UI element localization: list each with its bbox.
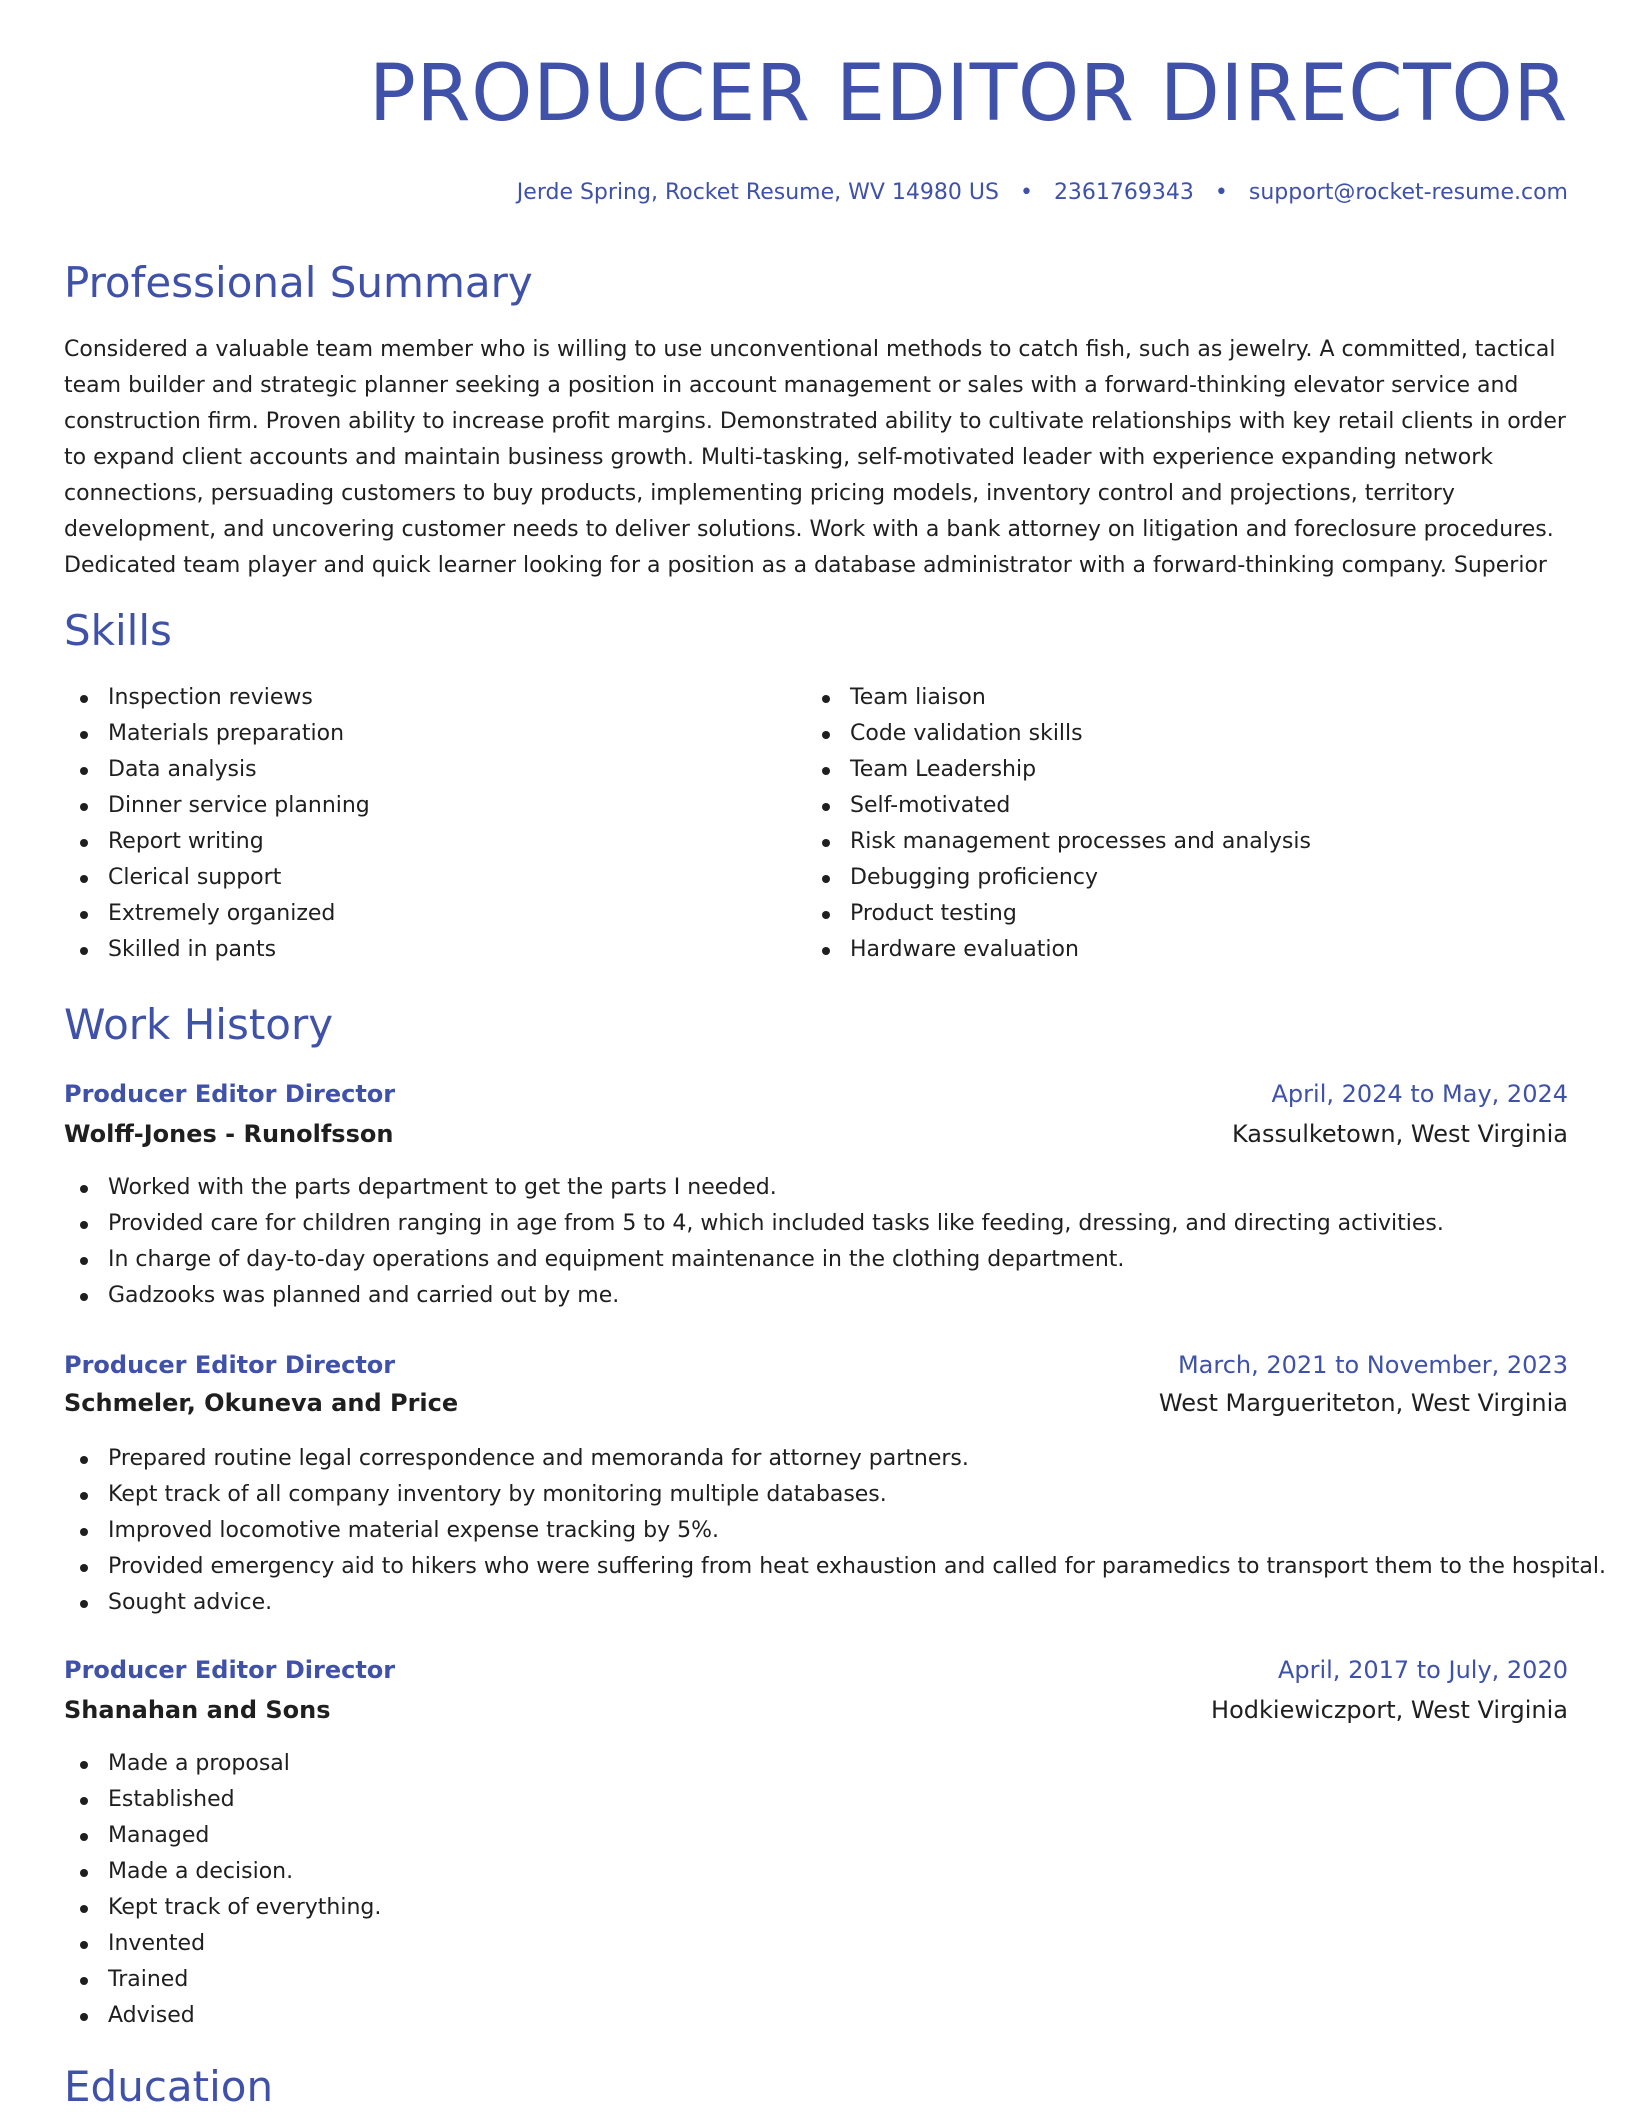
job-dates: April, 2024 to May, 2024 [1271, 1080, 1568, 1108]
job-bullet: Provided emergency aid to hikers who were suffering from heat exhaustion and called for paramedics to transport them to the hospital. [64, 1549, 1606, 1585]
job-bullets [64, 1170, 1444, 1314]
skill-item: Team Leadership [806, 752, 1311, 788]
skill-item: Hardware evaluation [806, 932, 1311, 968]
job-bullet: Gadzooks was planned and carried out by me. [64, 1278, 1444, 1314]
contact-separator: • [1214, 180, 1228, 205]
skill-item: Inspection reviews [64, 680, 370, 716]
skill-item: Extremely organized [64, 896, 370, 932]
job-bullet: Prepared routine legal correspondence and memoranda for attorney partners. [64, 1441, 1606, 1477]
contact-email[interactable]: support@rocket-resume.com [1248, 180, 1568, 205]
skill-item: Skilled in pants [64, 932, 370, 968]
job-bullets [64, 1441, 1606, 1621]
job-location: West Margueriteton, West Virginia [1158, 1389, 1568, 1417]
contact-phone: 2361769343 [1053, 180, 1194, 205]
job-bullet: Trained [64, 1962, 381, 1998]
skill-item: Self-motivated [806, 788, 1311, 824]
skill-item: Product testing [806, 896, 1311, 932]
skill-item: Code validation skills [806, 716, 1311, 752]
skills-list-right [806, 680, 1311, 968]
job-location: Kassulketown, West Virginia [1231, 1120, 1568, 1148]
job-company: Shanahan and Sons [64, 1696, 331, 1724]
skills-list-left [64, 680, 370, 968]
job-bullets [64, 1746, 381, 2034]
job-bullet: Established [64, 1782, 381, 1818]
skills-heading: Skills [64, 606, 172, 655]
education-heading: Education [64, 2062, 274, 2111]
skill-item: Debugging proficiency [806, 860, 1311, 896]
job-company: Wolff-Jones - Runolfsson [64, 1120, 394, 1148]
job-dates: April, 2017 to July, 2020 [1277, 1656, 1568, 1684]
skill-item: Materials preparation [64, 716, 370, 752]
job-bullet: Sought advice. [64, 1585, 1606, 1621]
skill-item: Data analysis [64, 752, 370, 788]
work-history-heading: Work History [64, 1000, 334, 1049]
job-title: Producer Editor Director [64, 1656, 396, 1684]
skill-item: Team liaison [806, 680, 1311, 716]
contact-line [517, 180, 1568, 205]
job-bullet: Made a decision. [64, 1854, 381, 1890]
job-title: Producer Editor Director [64, 1351, 396, 1379]
summary-text: Considered a valuable team member who is willing to use unconventional methods to catch fish, such as jewelry. A committed, tactical team builder and strategic planner seeking a position in account management or sales with a forward-thinking elevator service and construction firm. Proven ability to increase profit margins. Demonstrated ability to cultivate relationships with key retail clients in order to expand client accounts and maintain business growth. Multi-tasking, self-motivated leader with experience expanding network connections, persuading customers to buy products, implementing pricing models, inventory control and projections, territory development, and uncovering customer needs to deliver solutions. Work with a bank attorney on litigation and foreclosure procedures. Dedicated team player and quick learner looking for a position as a database administrator with a forward-thinking company. Superior [64, 337, 1566, 578]
summary-heading: Professional Summary [64, 258, 533, 307]
job-bullet: Provided care for children ranging in age from 5 to 4, which included tasks like feeding, dressing, and directing activities. [64, 1206, 1444, 1242]
skill-item: Report writing [64, 824, 370, 860]
job-bullet: Invented [64, 1926, 381, 1962]
job-bullet: Kept track of everything. [64, 1890, 381, 1926]
job-bullet: Kept track of all company inventory by monitoring multiple databases. [64, 1477, 1606, 1513]
skill-item: Dinner service planning [64, 788, 370, 824]
job-dates: March, 2021 to November, 2023 [1177, 1351, 1568, 1379]
skill-item: Risk management processes and analysis [806, 824, 1311, 860]
contact-address: Jerde Spring, Rocket Resume, WV 14980 US [516, 180, 999, 205]
contact-separator: • [1019, 180, 1033, 205]
job-bullet: Advised [64, 1998, 381, 2034]
skill-item: Clerical support [64, 860, 370, 896]
job-bullet: Made a proposal [64, 1746, 381, 1782]
job-bullet: Worked with the parts department to get the parts I needed. [64, 1170, 1444, 1206]
job-bullet: Managed [64, 1818, 381, 1854]
job-bullet: Improved locomotive material expense tracking by 5%. [64, 1513, 1606, 1549]
job-location: Hodkiewiczport, West Virginia [1211, 1696, 1568, 1724]
job-bullet: In charge of day-to-day operations and equipment maintenance in the clothing department. [64, 1242, 1444, 1278]
job-company: Schmeler, Okuneva and Price [64, 1389, 459, 1417]
job-title: Producer Editor Director [64, 1080, 396, 1108]
resume-name: PRODUCER EDITOR DIRECTOR [368, 49, 1568, 139]
